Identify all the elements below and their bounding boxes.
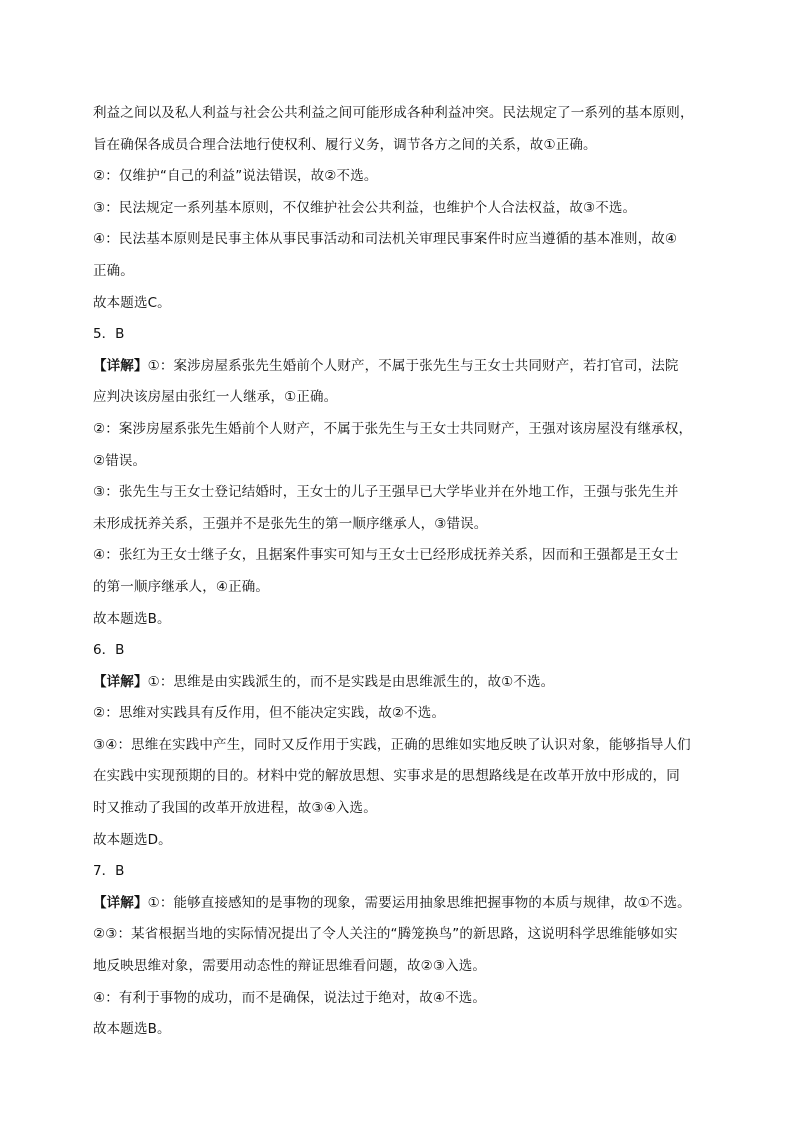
q5-line-1: 应判决该房屋由张红一人继承，①正确。: [93, 389, 338, 406]
q7-line-2: 地反映思维对象，需要用动态性的辩证思维看问题，故②③入选。: [93, 958, 487, 975]
q5-answer: 故本题选B。: [93, 610, 171, 627]
q7-number: 7．B: [93, 863, 125, 880]
q5-first-text: ①：案涉房屋系张先生婚前个人财产，不属于张先生与王女士共同财产，若打官司，法院: [147, 357, 679, 374]
q6-explanation-first: [93, 667, 705, 699]
q5-number: 5．B: [93, 326, 125, 343]
q5-line-2: ②：案涉房屋系张先生婚前个人财产，不属于张先生与王女士共同财产，王强对该房屋没有继承权，: [93, 420, 693, 437]
q4-line-4: ③：民法规定一系列基本原则，不仅维护社会公共利益，也维护个人合法权益，故③不选。: [93, 199, 637, 216]
q4-line-3: ②：仅维护“自己的利益”说法错误，故②不选。: [93, 168, 378, 185]
q6-number: 6．B: [93, 642, 125, 659]
q7-line-1: ②③：某省根据当地的实际情况提出了令人关注的“腾笼换鸟”的新思路，这说明科学思维能够如实: [93, 926, 678, 943]
q7-detail-tag: 【详解】: [93, 894, 148, 911]
q5-detail-tag: 【详解】: [93, 357, 148, 374]
q7-answer: 故本题选B。: [93, 1021, 171, 1038]
q5-line-7: 的第一顺序继承人，④正确。: [93, 578, 270, 595]
q5-line-5: 未形成抚养关系，王强并不是张先生的第一顺序继承人，③错误。: [93, 515, 488, 532]
q5-line-6: ④：张红为王女士继子女，且据案件事实可知与王女士已经形成抚养关系，因而和王强都是王女士: [93, 547, 679, 564]
q4-line-1: 利益之间以及私人利益与社会公共利益之间可能形成各种利益冲突。民法规定了一系列的基本原则，: [93, 105, 694, 121]
q7-line-3: ④：有利于事物的成功，而不是确保，说法过于绝对，故④不选。: [93, 989, 487, 1006]
q4-answer: 故本题选C。: [93, 294, 171, 311]
q7-explanation-first: [93, 888, 705, 920]
q5-explanation-first: [93, 351, 705, 383]
q6-line-4: 时又推动了我国的改革开放进程，故③④入选。: [93, 800, 377, 817]
q6-first-text: ①：思维是由实践派生的，而不是实践是由思维派生的，故①不选。: [147, 673, 555, 690]
q6-line-1: ②：思维对实践具有反作用，但不能决定实践，故②不选。: [93, 705, 446, 722]
q6-answer: 故本题选D。: [93, 831, 172, 848]
q4-line-5: ④：民法基本原则是民事主体从事民事活动和司法机关审理民事案件时应当遵循的基本准则，故④: [93, 231, 678, 248]
q6-detail-tag: 【详解】: [93, 673, 148, 690]
q4-line-6: 正确。: [93, 262, 134, 279]
document-page: [93, 98, 705, 1046]
q5-line-4: ③：张先生与王女士登记结婚时，王女士的儿子王强早已大学毕业并在外地工作，王强与张先生并: [93, 484, 679, 501]
q7-first-text: ①：能够直接感知的是事物的现象，需要运用抽象思维把握事物的本质与规律，故①不选。: [147, 894, 691, 911]
q4-line-2: 旨在确保各成员合理合法地行使权利、履行义务，调节各方之间的关系，故①正确。: [93, 136, 597, 153]
q6-line-3: 在实践中实现预期的目的。材料中党的解放思想、实事求是的思想路线是在改革开放中形成的，同: [93, 768, 680, 785]
q6-line-2: ③④：思维在实践中产生，同时又反作用于实践，正确的思维如实地反映了认识对象，能够指导人们: [93, 736, 691, 753]
q5-line-3: ②错误。: [93, 452, 147, 469]
